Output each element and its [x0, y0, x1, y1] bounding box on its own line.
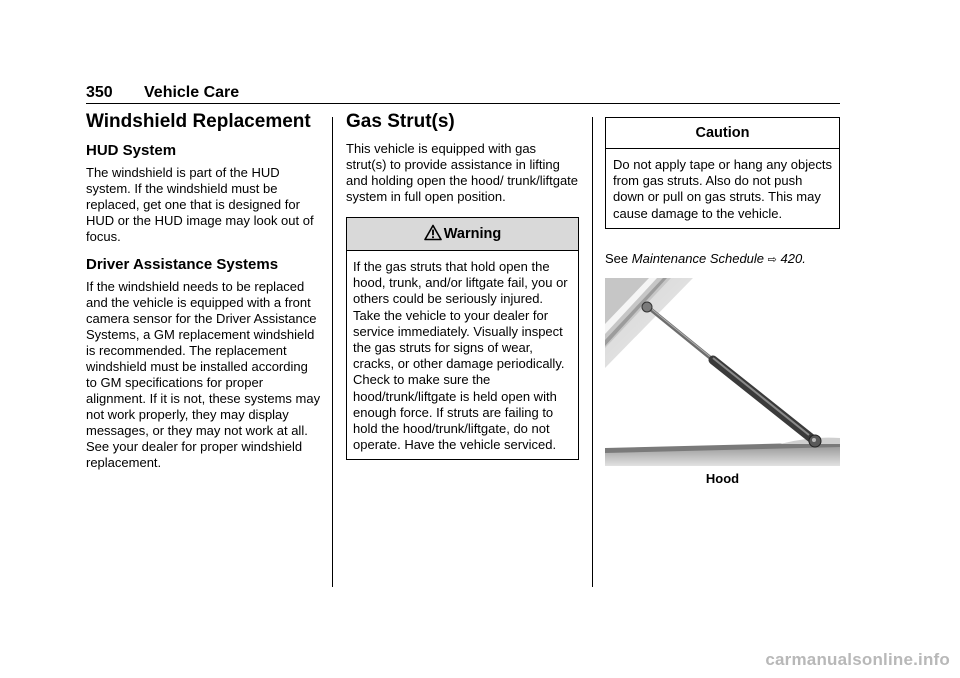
reference-page: 420.: [780, 250, 806, 266]
warning-body: If the gas struts that hold open the hood, trunk, and/or liftgate fail, you or others could be seriously injured. Take the vehicle to your dealer for service immediately. Visually inspect the gas struts for signs of wear, cracks, or other damage periodically. Check to make sure the hood/trunk/liftgate is held open with enough force. If struts are failing to hold the hood/trunk/liftgate, do not operate. Have the vehicle serviced.: [353, 259, 568, 453]
page-arrow-icon: ⇨: [767, 253, 777, 266]
column-gas-struts: [346, 110, 579, 460]
page-number: 350: [86, 84, 113, 101]
hood-strut-figure: [605, 278, 840, 466]
warning-title: Warning: [443, 226, 502, 242]
maintenance-schedule-link[interactable]: Maintenance Schedule: [631, 250, 765, 266]
warning-box: [346, 217, 579, 460]
column-windshield: [86, 110, 322, 481]
column-caution: [605, 113, 840, 486]
watermark: carmanualsonline.info: [765, 650, 950, 669]
hud-heading: HUD System: [86, 142, 177, 159]
page-header: [86, 84, 239, 102]
caution-title: Caution: [606, 118, 839, 149]
hud-body: The windshield is part of the HUD system. If the windshield must be replaced, get one that is designed for HUD or the HUD image may look out of focus.: [86, 165, 314, 244]
column-divider-1: [332, 117, 333, 587]
see-reference: [605, 251, 840, 266]
warning-triangle-icon: [424, 221, 442, 253]
header-rule: [86, 103, 840, 104]
gas-struts-title: Gas Strut(s): [346, 111, 455, 132]
section-title: Vehicle Care: [144, 84, 240, 101]
hood-strut-illustration: [605, 278, 840, 466]
figure-caption: Hood: [705, 470, 740, 486]
column-divider-2: [592, 117, 593, 587]
windshield-title: Windshield Replacement: [86, 111, 311, 132]
warning-header: [347, 218, 578, 251]
caution-box: [605, 117, 840, 229]
gas-struts-intro: This vehicle is equipped with gas strut(s) to provide assistance in lifting and holding open the hood/ trunk/liftgate system in full open position.: [346, 141, 579, 204]
see-prefix: See: [605, 250, 629, 266]
das-heading: Driver Assistance Systems: [86, 256, 279, 273]
caution-body: Do not apply tape or hang any objects from gas struts. Also do not push down or pull on gas struts. This may cause damage to the vehicle.: [613, 157, 832, 221]
das-body: If the windshield needs to be replaced and the vehicle is equipped with a front camera sensor for the Driver Assistance Systems, a GM replacement windshield is recommended. The replacement windshield must be installed according to GM specifications for proper alignment. If it is not, these systems may not work properly, they may display messages, or they may not work at all. See your dealer for proper windshield replacement.: [86, 279, 321, 470]
